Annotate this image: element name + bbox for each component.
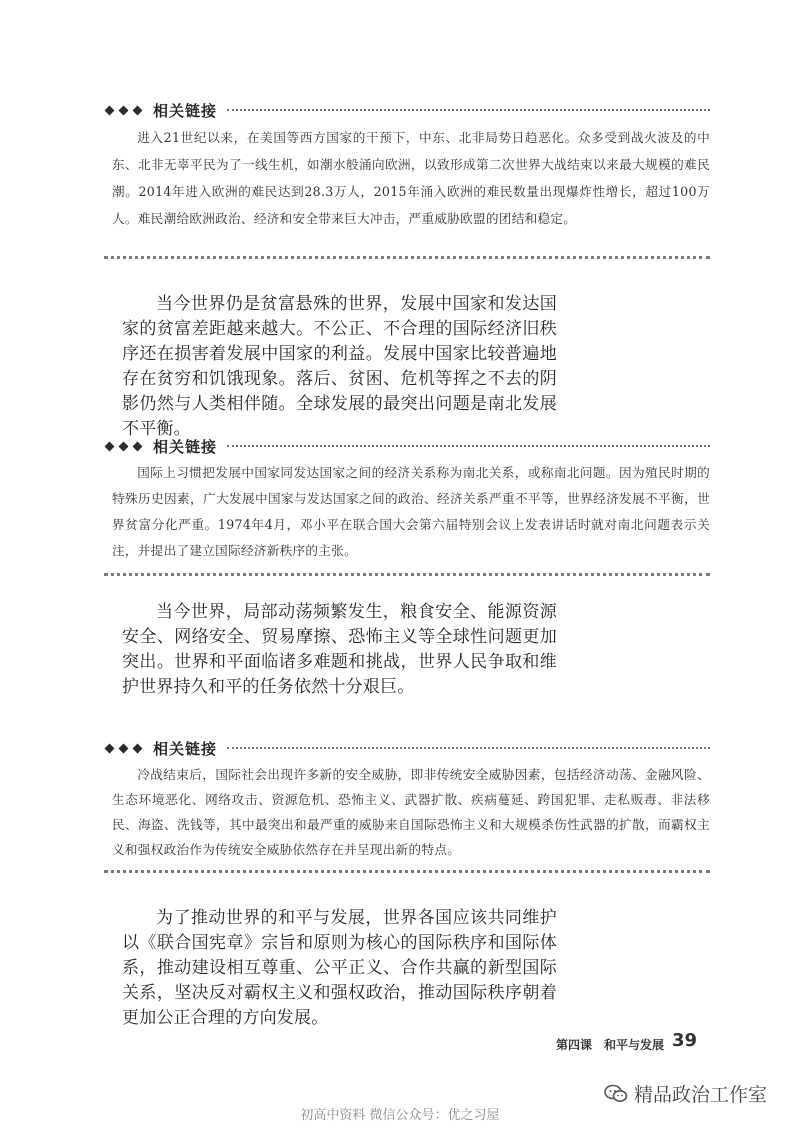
related-link-header: [104, 436, 710, 456]
wechat-account-name: 精品政治工作室: [634, 1084, 768, 1106]
watermark-text: 初高中资料 微信公众号：优之习屋: [300, 1108, 500, 1123]
body-paragraph-3: 为了推动世界的和平与发展，世界各国应该共同维护以《联合国宪章》宗旨和原则为核心的国际秩序和国际体系，推动建设相互尊重、公平正义、合作共赢的新型国际关系，坚决反对霸权主义和强权政治，推动国际秩序朝着更加公正合理的方向发展。: [122, 908, 557, 1028]
wechat-badge: [604, 1080, 767, 1107]
dotted-divider: [227, 109, 710, 111]
diamond-bullets-icon: [104, 107, 143, 114]
dotted-divider: [104, 573, 710, 576]
related-link-box-1: [104, 100, 710, 232]
related-link-header: [104, 100, 710, 120]
dotted-divider: [227, 445, 710, 447]
related-link-text: 国际上习惯把发展中国家同发达国家之间的经济关系称为南北关系，或称南北问题。因为殖民时期的特殊历史因素，广大发展中国家与发达国家之间的政治、经济关系严重不平等，世界经济发展不平衡，世界贫富分化严重。1974年4月，邓小平在联合国大会第六届特别会议上发表讲话时就对南北问题表示关注，并提出了建立国际经济新秩序的主张。: [112, 465, 710, 558]
related-link-box-2: [104, 436, 710, 564]
diamond-bullets-icon: [104, 745, 143, 752]
lesson-footer: 第四课 和平与发展: [556, 1038, 665, 1052]
related-link-text: 进入21世纪以来，在美国等西方国家的干预下，中东、北非局势日趋恶化。众多受到战火波及的中东、北非无辜平民为了一线生机，如潮水般涌向欧洲，以致形成第二次世界大战结束以来最大规模的难民潮。2014年进入欧洲的难民达到28.3万人，2015年涌入欧洲的难民数量出现爆炸性增长，超过100万人。难民潮给欧洲政治、经济和安全带来巨大冲击，严重威胁欧盟的团结和稳定。: [112, 130, 710, 226]
page-number: 39: [672, 1030, 698, 1051]
dotted-divider: [104, 870, 710, 873]
dotted-divider: [104, 256, 710, 259]
body-paragraph-1: 当今世界仍是贫富悬殊的世界，发展中国家和发达国家的贫富差距越来越大。不公正、不合理的国际经济旧秩序还在损害着发展中国家的利益。发展中国家比较普遍地存在贫穷和饥饿现象。落后、贫困、危机等挥之不去的阴影仍然与人类相伴随。全球发展的最突出问题是南北发展不平衡。: [122, 294, 557, 439]
related-link-text: 冷战结束后，国际社会出现许多新的安全威胁，即非传统安全威胁因素，包括经济动荡、金融风险、生态环境恶化、网络攻击、资源危机、恐怖主义、武器扩散、疾病蔓延、跨国犯罪、走私贩毒、非法移民、海盗、洗钱等，其中最突出和最严重的威胁来自国际恐怖主义和大规模杀伤性武器的扩散，而霸权主义和强权政治作为传统安全威胁依然存在并呈现出新的特点。: [112, 767, 710, 857]
body-paragraph-2: 当今世界，局部动荡频繁发生，粮食安全、能源资源安全、网络安全、贸易摩擦、恐怖主义等全球性问题更加突出。世界和平面临诸多难题和挑战，世界人民争取和维护世界持久和平的任务依然十分艰巨。: [122, 602, 557, 697]
diamond-bullets-icon: [104, 443, 143, 450]
dotted-divider: [227, 747, 710, 749]
wechat-icon: [604, 1084, 628, 1104]
related-link-title: 相关链接: [153, 101, 218, 120]
related-link-box-3: [104, 738, 710, 862]
related-link-title: 相关链接: [153, 739, 218, 758]
related-link-title: 相关链接: [153, 437, 218, 456]
related-link-header: [104, 738, 710, 758]
